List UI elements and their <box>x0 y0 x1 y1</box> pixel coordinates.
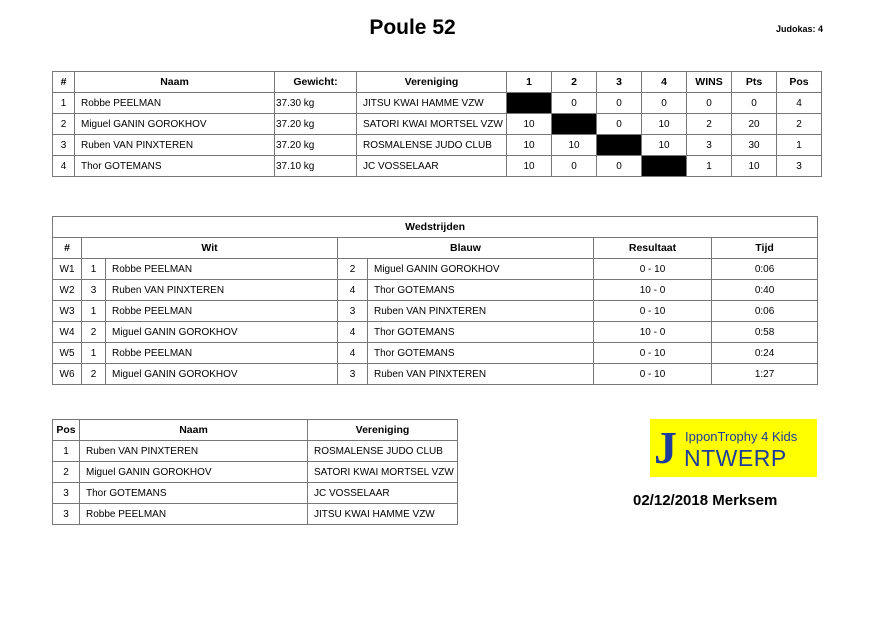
weight: 37.20 kg <box>275 114 357 135</box>
matches-header-row <box>53 238 818 259</box>
points-cell: 0 <box>732 93 777 114</box>
points-cell: 10 <box>732 156 777 177</box>
event-date-location: 02/12/2018 Merksem <box>633 492 778 509</box>
table-row <box>53 259 818 280</box>
table-row <box>53 114 822 135</box>
poule-table <box>52 71 822 177</box>
match-result: 10 - 0 <box>594 322 712 343</box>
club: JC VOSSELAAR <box>308 483 458 504</box>
points-cell: 30 <box>732 135 777 156</box>
white-name: Miguel GANIN GOROKHOV <box>106 364 338 385</box>
blocked-cell <box>507 93 552 114</box>
blue-number: 4 <box>338 280 368 301</box>
table-row <box>53 156 822 177</box>
white-number: 1 <box>82 343 106 364</box>
header-cell: Pos <box>777 72 822 93</box>
header-cell: WINS <box>687 72 732 93</box>
header-cell: 3 <box>597 72 642 93</box>
club: JITSU KWAI HAMME VZW <box>357 93 507 114</box>
position-cell: 4 <box>777 93 822 114</box>
position-cell: 1 <box>777 135 822 156</box>
blue-name: Miguel GANIN GOROKHOV <box>368 259 594 280</box>
wins-cell: 3 <box>687 135 732 156</box>
blocked-cell <box>642 156 687 177</box>
score-cell: 0 <box>597 93 642 114</box>
blue-name: Ruben VAN PINXTEREN <box>368 364 594 385</box>
rank-position: 2 <box>53 462 80 483</box>
header-cell: Blauw <box>338 238 594 259</box>
ranking-table <box>52 419 458 525</box>
blue-number: 4 <box>338 343 368 364</box>
white-name: Ruben VAN PINXTEREN <box>106 280 338 301</box>
club: SATORI KWAI MORTSEL VZW <box>357 114 507 135</box>
blue-number: 4 <box>338 322 368 343</box>
score-cell: 10 <box>507 156 552 177</box>
matches-caption-row <box>53 217 818 238</box>
white-number: 3 <box>82 280 106 301</box>
match-id: W2 <box>53 280 82 301</box>
table-row <box>53 441 458 462</box>
weight: 37.30 kg <box>275 93 357 114</box>
row-number: 3 <box>53 135 75 156</box>
wins-cell: 2 <box>687 114 732 135</box>
position-cell: 3 <box>777 156 822 177</box>
row-number: 1 <box>53 93 75 114</box>
match-time: 0:40 <box>712 280 818 301</box>
row-number: 4 <box>53 156 75 177</box>
header-cell: 2 <box>552 72 597 93</box>
white-name: Miguel GANIN GOROKHOV <box>106 322 338 343</box>
header-cell: 4 <box>642 72 687 93</box>
match-result: 0 - 10 <box>594 364 712 385</box>
rank-position: 3 <box>53 483 80 504</box>
club: ROSMALENSE JUDO CLUB <box>357 135 507 156</box>
header-cell: Resultaat <box>594 238 712 259</box>
judoka-name: Miguel GANIN GOROKHOV <box>80 462 308 483</box>
judoka-name: Robbe PEELMAN <box>75 93 275 114</box>
match-id: W1 <box>53 259 82 280</box>
blocked-cell <box>552 114 597 135</box>
score-cell: 10 <box>507 135 552 156</box>
white-name: Robbe PEELMAN <box>106 343 338 364</box>
judoka-name: Ruben VAN PINXTEREN <box>75 135 275 156</box>
table-row <box>53 504 458 525</box>
match-id: W5 <box>53 343 82 364</box>
logo-top-text: IpponTrophy 4 Kids <box>685 429 798 444</box>
table-row <box>53 135 822 156</box>
judoka-name: Robbe PEELMAN <box>80 504 308 525</box>
matches-caption: Wedstrijden <box>53 217 818 238</box>
score-cell: 10 <box>507 114 552 135</box>
blocked-cell <box>597 135 642 156</box>
white-number: 1 <box>82 301 106 322</box>
judoka-name: Thor GOTEMANS <box>80 483 308 504</box>
score-cell: 0 <box>552 156 597 177</box>
wins-cell: 1 <box>687 156 732 177</box>
match-time: 0:06 <box>712 259 818 280</box>
score-cell: 10 <box>642 135 687 156</box>
white-number: 2 <box>82 322 106 343</box>
match-result: 0 - 10 <box>594 343 712 364</box>
club: SATORI KWAI MORTSEL VZW <box>308 462 458 483</box>
match-id: W3 <box>53 301 82 322</box>
blue-number: 2 <box>338 259 368 280</box>
match-time: 0:58 <box>712 322 818 343</box>
judoka-name: Ruben VAN PINXTEREN <box>80 441 308 462</box>
row-number: 2 <box>53 114 75 135</box>
blue-number: 3 <box>338 364 368 385</box>
logo-bottom-text: NTWERP <box>684 445 787 471</box>
score-cell: 0 <box>552 93 597 114</box>
score-cell: 0 <box>597 114 642 135</box>
header-cell: Vereniging <box>357 72 507 93</box>
blue-name: Thor GOTEMANS <box>368 322 594 343</box>
header-cell: # <box>53 238 82 259</box>
header-cell: Pos <box>53 420 80 441</box>
header-cell: Pts <box>732 72 777 93</box>
club: ROSMALENSE JUDO CLUB <box>308 441 458 462</box>
table-row <box>53 93 822 114</box>
judoka-name: Thor GOTEMANS <box>75 156 275 177</box>
logo-letter: J <box>654 422 677 473</box>
header-cell: Naam <box>80 420 308 441</box>
match-id: W4 <box>53 322 82 343</box>
white-name: Robbe PEELMAN <box>106 301 338 322</box>
wins-cell: 0 <box>687 93 732 114</box>
score-cell: 0 <box>597 156 642 177</box>
match-result: 10 - 0 <box>594 280 712 301</box>
ranking-header-row <box>53 420 458 441</box>
white-name: Robbe PEELMAN <box>106 259 338 280</box>
weight: 37.20 kg <box>275 135 357 156</box>
poule-header-row <box>53 72 822 93</box>
match-result: 0 - 10 <box>594 259 712 280</box>
club: JITSU KWAI HAMME VZW <box>308 504 458 525</box>
table-row <box>53 280 818 301</box>
header-cell: 1 <box>507 72 552 93</box>
match-time: 0:24 <box>712 343 818 364</box>
rank-position: 3 <box>53 504 80 525</box>
blue-name: Ruben VAN PINXTEREN <box>368 301 594 322</box>
blue-name: Thor GOTEMANS <box>368 343 594 364</box>
ippon-trophy-logo <box>650 419 817 477</box>
points-cell: 20 <box>732 114 777 135</box>
score-cell: 10 <box>642 114 687 135</box>
blue-name: Thor GOTEMANS <box>368 280 594 301</box>
header-cell: Naam <box>75 72 275 93</box>
blue-number: 3 <box>338 301 368 322</box>
score-cell: 10 <box>552 135 597 156</box>
header-cell: Tijd <box>712 238 818 259</box>
position-cell: 2 <box>777 114 822 135</box>
score-cell: 0 <box>642 93 687 114</box>
matches-table <box>52 216 818 385</box>
header-cell: Vereniging <box>308 420 458 441</box>
white-number: 1 <box>82 259 106 280</box>
header-cell: Wit <box>82 238 338 259</box>
table-row <box>53 343 818 364</box>
table-row <box>53 322 818 343</box>
match-id: W6 <box>53 364 82 385</box>
white-number: 2 <box>82 364 106 385</box>
header-cell: Gewicht: <box>275 72 357 93</box>
judoka-name: Miguel GANIN GOROKHOV <box>75 114 275 135</box>
page-title: Poule 52 <box>369 16 456 39</box>
match-time: 0:06 <box>712 301 818 322</box>
weight: 37.10 kg <box>275 156 357 177</box>
table-row <box>53 462 458 483</box>
header-cell: # <box>53 72 75 93</box>
club: JC VOSSELAAR <box>357 156 507 177</box>
judokas-count: Judokas: 4 <box>775 24 823 34</box>
match-result: 0 - 10 <box>594 301 712 322</box>
table-row <box>53 364 818 385</box>
match-time: 1:27 <box>712 364 818 385</box>
table-row <box>53 301 818 322</box>
table-row <box>53 483 458 504</box>
rank-position: 1 <box>53 441 80 462</box>
